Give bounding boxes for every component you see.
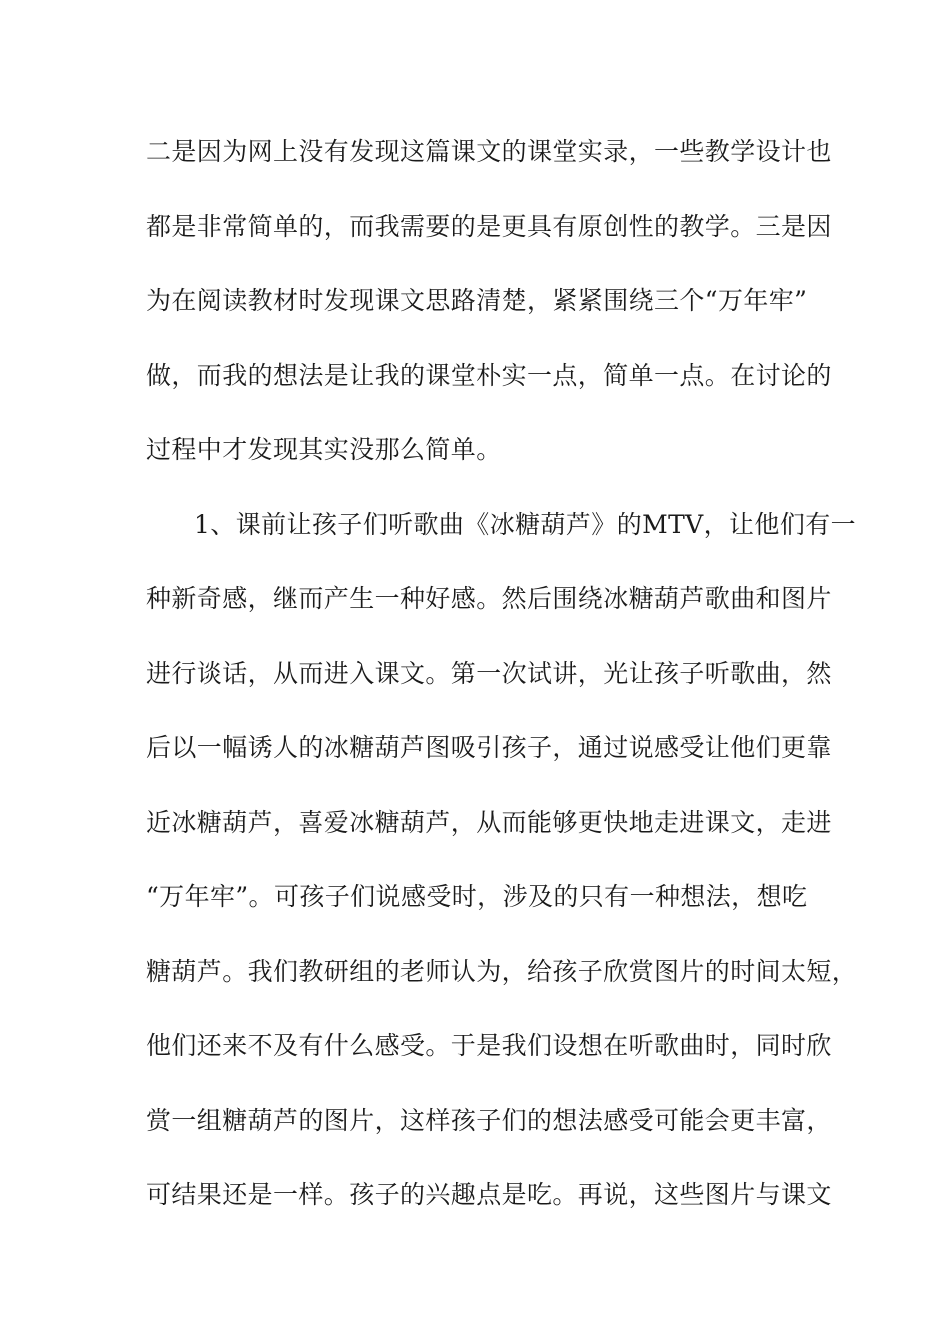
text-line: 过程中才发现其实没那么简单。 (146, 435, 502, 464)
text-line: 他们还来不及有什么感受。于是我们设想在听歌曲时，同时欣 (146, 1031, 832, 1060)
text-line: 近冰糖葫芦，喜爱冰糖葫芦，从而能够更快地走进课文，走进 (146, 807, 832, 837)
text-line: 都是非常简单的，而我需要的是更具有原创性的教学。三是因 (146, 211, 832, 241)
text-line: 进行谈话，从而进入课文。第一次试讲，光让孩子听歌曲，然 (146, 658, 832, 688)
text-line-first: 1、课前让孩子们听歌曲《冰糖葫芦》的MTV，让他们有一 (194, 509, 857, 539)
document-body (146, 128, 858, 1246)
text-line: 二是因为网上没有发现这篇课文的课堂实录，一些教学设计也 (146, 137, 832, 166)
text-line: 可结果还是一样。孩子的兴趣点是吃。再说，这些图片与课文 (146, 1180, 832, 1209)
text-line: 做，而我的想法是让我的课堂朴实一点，简单一点。在讨论的 (146, 360, 832, 390)
text-line: 赏一组糖葫芦的图片，这样孩子们的想法感受可能会更丰富， (146, 1105, 832, 1135)
text-line: 后以一幅诱人的冰糖葫芦图吸引孩子，通过说感受让他们更靠 (146, 733, 832, 762)
paragraph-item-1 (146, 501, 858, 1246)
paragraph-continued (146, 128, 832, 501)
text-line: 为在阅读教材时发现课文思路清楚，紧紧围绕三个“万年牢” (146, 286, 808, 315)
text-line: 糖葫芦。我们教研组的老师认为，给孩子欣赏图片的时间太短， (146, 956, 858, 986)
text-line: “万年牢”。可孩子们说感受时，涉及的只有一种想法，想吃 (146, 882, 808, 911)
text-line: 种新奇感，继而产生一种好感。然后围绕冰糖葫芦歌曲和图片 (146, 584, 832, 613)
